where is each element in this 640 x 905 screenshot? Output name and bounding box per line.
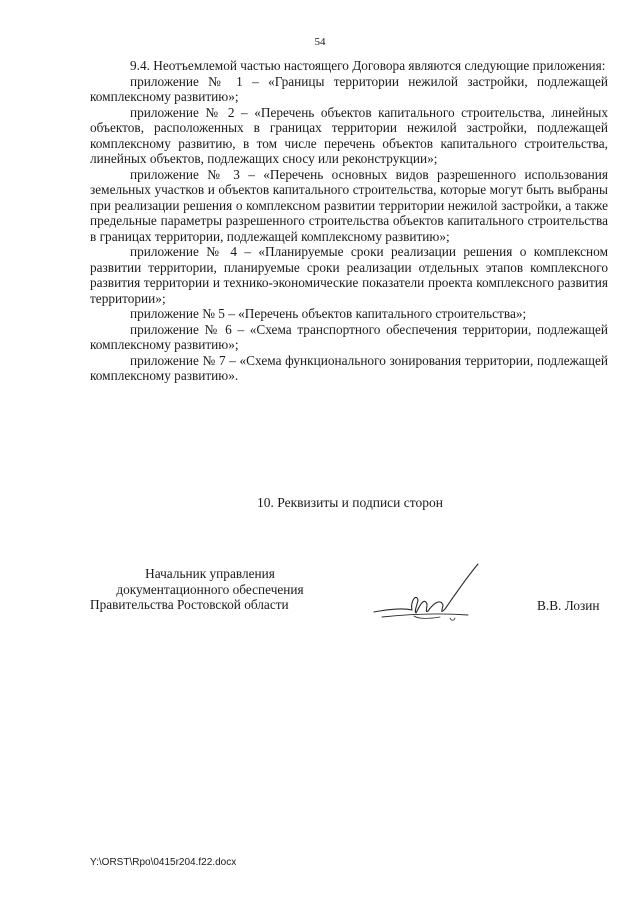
annex-item-6: приложение № 6 – «Схема транспортного обеспечения территории, подлежащей комплексному развитию»; xyxy=(90,321,608,352)
section-heading: 10. Реквизиты и подписи сторон xyxy=(257,495,443,510)
annex-item-5: приложение № 5 – «Перечень объектов капитального строительства»; xyxy=(130,306,527,321)
annex-item-2: приложение № 2 – «Перечень объектов капитального строительства, линейных объектов, расположенных в границах территории нежилой застройки, подлежащей комплексному развитию, в том числе перечень объектов капитального строительства, линейных объектов, подлежащих сносу или реконструкции»; xyxy=(90,104,608,166)
file-path-footer: Y:\ORST\Rpo\0415r204.f22.docx xyxy=(90,857,237,868)
annex-item-3: приложение № 3 – «Перечень основных видов разрешенного использования земельных участков и объектов капитального строительства, которые могут быть выбраны при реализации решения о комплексном развитии территории нежилой застройки, а также предельные параметры разрешенного строительства объектов капитального строительства в границах территории, подлежащей комплексному развитию»; xyxy=(90,166,608,244)
page-number: 54 xyxy=(314,36,326,48)
paragraph-9-4: 9.4. Неотъемлемой частью настоящего Договора являются следующие приложения: xyxy=(130,58,606,73)
annex-item-7: приложение № 7 – «Схема функционального зонирования территории, подлежащей комплексному развитию». xyxy=(90,352,608,383)
signatory-title-line: документационного обеспечения xyxy=(116,581,304,597)
document-body xyxy=(90,58,608,384)
signatory-title-line: Начальник управления xyxy=(145,566,275,581)
handwritten-signature xyxy=(370,560,490,628)
annex-item-4: приложение № 4 – «Планируемые сроки реализации решения о комплексном развитии территории, планируемые сроки реализации отдельных этапов комплексного развития территории и технико-экономические показатели проекта комплексного развития территории»; xyxy=(90,244,608,306)
signatory-title xyxy=(90,566,330,613)
signatory-title-line: Правительства Ростовской области xyxy=(90,597,289,612)
annex-item-1: приложение № 1 – «Границы территории нежилой застройки, подлежащей комплексному развитию»; xyxy=(90,73,608,104)
signatory-name: В.В. Лозин xyxy=(537,598,600,613)
